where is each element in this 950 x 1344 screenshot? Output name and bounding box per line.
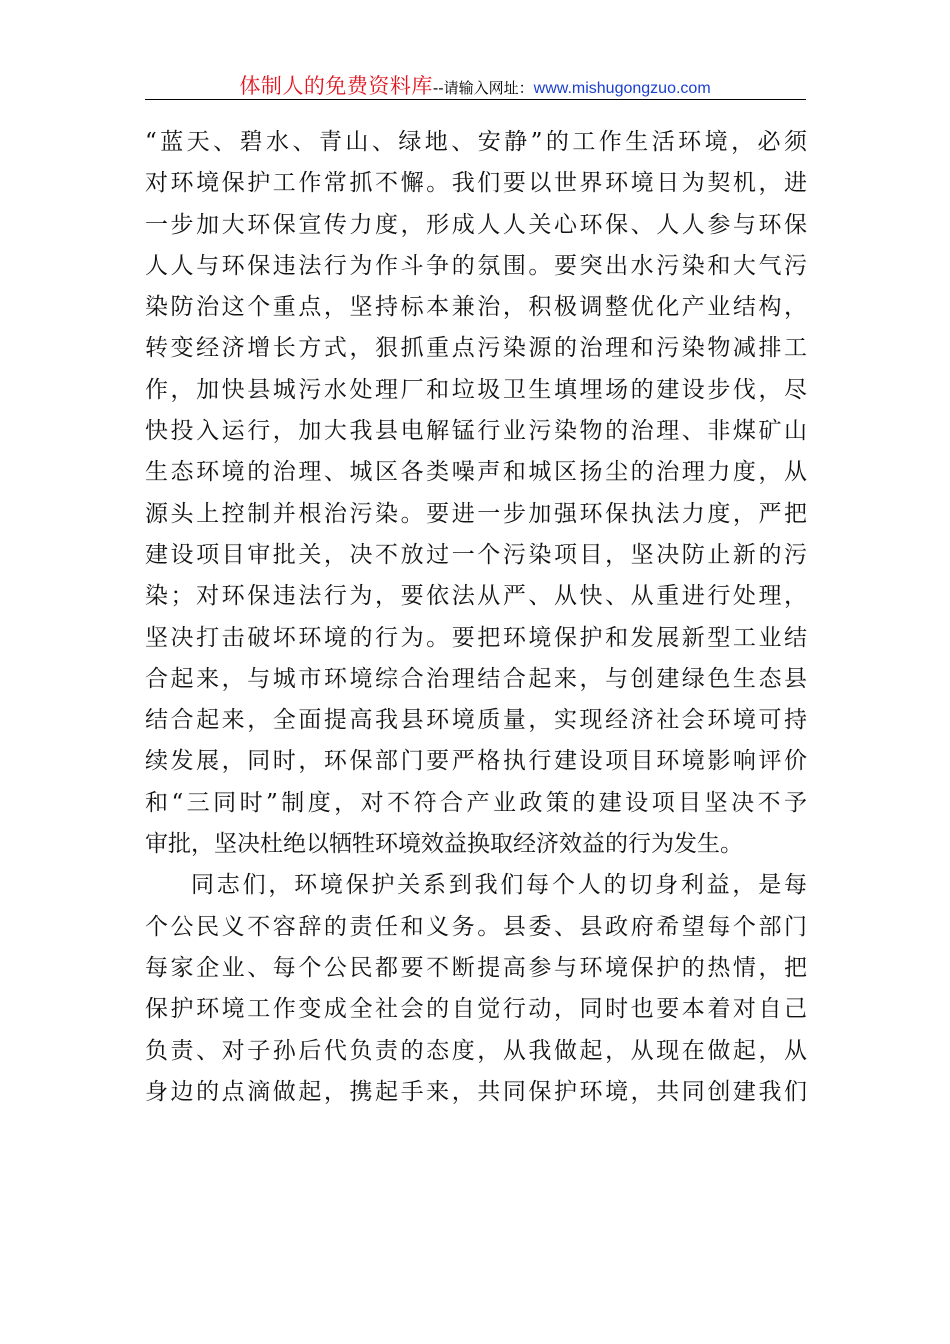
text-line: “蓝天、碧水、青山、绿地、安静”的工作生活环境，必须 [145, 129, 807, 155]
site-url-link[interactable]: www.mishugongzuo.com [533, 80, 711, 97]
text-line: 转变经济增长方式，狠抓重点污染源的治理和污染物减排工 [145, 335, 807, 362]
text-line: 一步加大环保宣传力度，形成人人关心环保、人人参与环保 [145, 211, 807, 238]
header-divider [145, 99, 806, 100]
text-line: 负责、对子孙后代负责的态度，从我做起，从现在做起，从 [145, 1037, 807, 1064]
text-line: 保护环境工作变成全社会的自觉行动，同时也要本着对自己 [145, 996, 807, 1023]
text-line: 坚决打击破坏环境的行为。要把环境保护和发展新型工业结 [145, 624, 807, 651]
text-line: 建设项目审批关，决不放过一个污染项目，坚决防止新的污 [145, 541, 807, 568]
text-line: 身边的点滴做起，携起手来，共同保护环境，共同创建我们 [145, 1078, 807, 1105]
body-text [145, 122, 807, 1113]
text-line: 结合起来，全面提高我县环境质量，实现经济社会环境可持 [145, 707, 807, 734]
text-line: 每家企业、每个公民都要不断提高参与环境保护的热情，把 [145, 954, 807, 981]
text-line: 审批，坚决杜绝以牺牲环境效益换取经济效益的行为发生。 [145, 831, 743, 858]
text-line: 快投入运行，加大我县电解锰行业污染物的治理、非煤矿山 [145, 418, 807, 445]
text-line: 和“三同时”制度，对不符合产业政策的建设项目坚决不予 [145, 789, 807, 816]
text-line: 对环境保护工作常抓不懈。我们要以世界环境日为契机，进 [145, 170, 807, 197]
page-header [145, 70, 805, 100]
text-line: 续发展，同时，环保部门要严格执行建设项目环境影响评价 [145, 748, 807, 775]
text-line: 生态环境的治理、城区各类噪声和城区扬尘的治理力度，从 [145, 459, 807, 486]
text-line: 源头上控制并根治污染。要进一步加强环保执法力度，严把 [145, 500, 807, 527]
text-line: 作，加快县城污水处理厂和垃圾卫生填埋场的建设步伐，尽 [145, 376, 807, 403]
text-line: 人人与环保违法行为作斗争的氛围。要突出水污染和大气污 [145, 252, 807, 279]
text-line: 个公民义不容辞的责任和义务。县委、县政府希望每个部门 [145, 913, 807, 940]
text-line: 染；对环保违法行为，要依法从严、从快、从重进行处理， [145, 583, 807, 610]
text-line: 染防治这个重点，坚持标本兼治，积极调整优化产业结构， [145, 294, 807, 321]
paragraph-first-line: 同志们，环境保护关系到我们每个人的切身利益，是每 [191, 872, 807, 899]
text-line: 合起来，与城市环境综合治理结合起来，与创建绿色生态县 [145, 665, 807, 692]
site-name: 体制人的免费资料库 [239, 74, 433, 98]
url-prompt: --请输入网址： [432, 79, 534, 97]
